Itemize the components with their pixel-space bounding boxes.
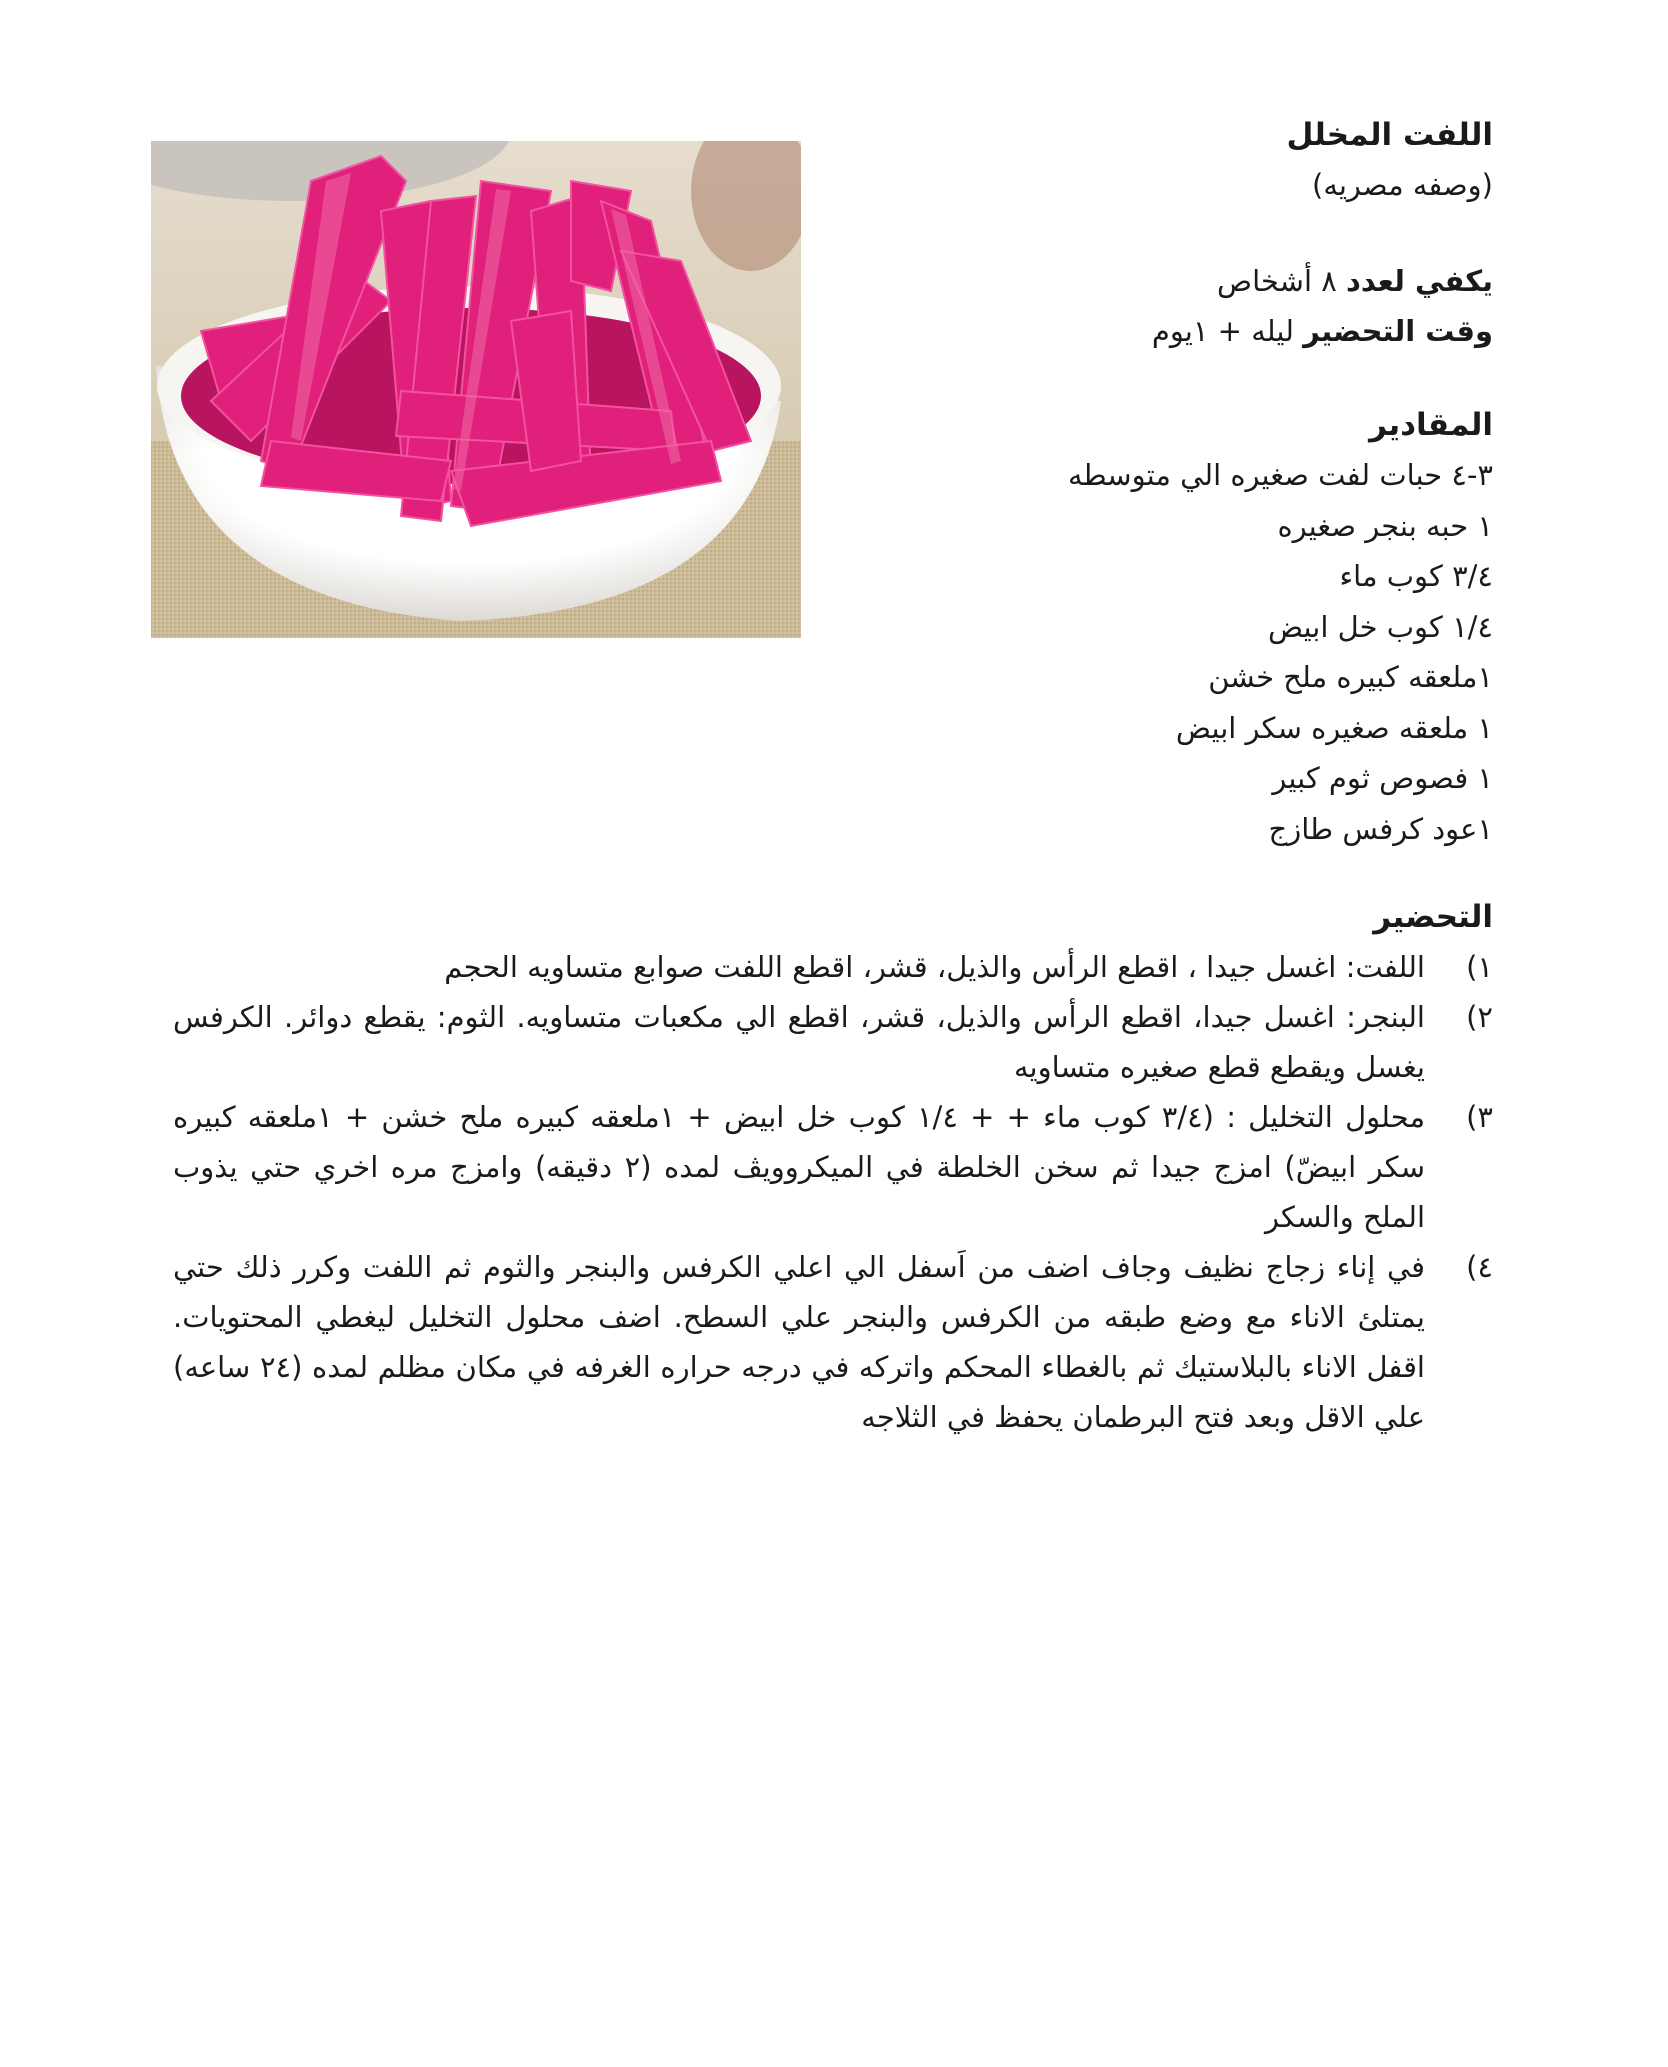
ingredients-list (1068, 450, 1493, 854)
preparation-section (173, 892, 1493, 1442)
step-text: محلول التخليل : (٣/٤ كوب ماء + + ١/٤ كوب خل ابيض + ١ملعقه كبيره ملح خشن + ١ملعقه كبيره سكر ابيضّ) امزج جيدا ثم سخن الخلطة في الميكروويڤ لمده (٢ دقيقه) وامزج مره اخري حتي يذوب الملح والسكر (173, 1100, 1425, 1234)
servings-label: يكفي لعدد (1346, 264, 1493, 298)
ingredient-item: ٣-٤ حبات لفت صغيره الي متوسطه (1067, 458, 1493, 492)
step-text: البنجر: اغسل جيدا، اقطع الرأس والذيل، قشر، اقطع الي مكعبات متساويه. الثوم: يقطع دوائر. الكرفس يغسل ويقطع قطع صغيره متساويه (173, 1000, 1425, 1084)
title-block (1286, 110, 1493, 210)
recipe-meta (1152, 256, 1493, 356)
step-number: ٤) (1466, 1250, 1493, 1284)
ingredient-item: ١ ملعقه صغيره سكر ابيض (1175, 710, 1493, 745)
prep-time-label: وقت التحضير (1303, 314, 1493, 348)
ingredient-item: ١/٤ كوب خل ابيض (1268, 609, 1493, 644)
step-number: ٢) (1466, 1000, 1493, 1034)
preparation-step (173, 1092, 1493, 1242)
servings-value: ٨ أشخاص (1217, 264, 1337, 298)
ingredient-item: ١ملعقه كبيره ملح خشن (1208, 660, 1493, 694)
ingredient-item: ١عود كرفس طازج (1268, 811, 1493, 846)
ingredients-heading: المقادير (1369, 407, 1493, 443)
step-text: اللفت: اغسل جيدا ، اقطع الرأس والذيل، قشر، اقطع اللفت صوابع متساويه الحجم (444, 950, 1425, 984)
prep-time-line (1152, 306, 1493, 356)
ingredient-item: ٣/٤ كوب ماء (1339, 559, 1493, 593)
preparation-step (173, 1242, 1493, 1442)
step-number: ١) (1466, 950, 1493, 984)
step-text: في إناء زجاج نظيف وجاف اضف من اَسفل الي اعلي الكرفس والبنجر والثوم ثم اللفت وكرر ذلك حتي يمتلئ الاناء مع وضع طبقه من الكرفس والبنجر علي السطح. اضف محلول التخليل ليغطي المحتويات. اقفل الاناء بالبلاستيك ثم بالغطاء المحكم واتركه في درجه حراره الغرفه في مكان مظلم لمده (٢٤ ساعه) علي الاقل وبعد فتح البرطمان يحفظ في الثلاجه (173, 1250, 1425, 1434)
ingredient-item: ١ حبه بنجر صغيره (1277, 508, 1493, 543)
preparation-step (173, 942, 1493, 992)
pickled-turnip-photo (151, 141, 801, 638)
servings-line (1152, 256, 1493, 306)
ingredient-item: ١ فصوص ثوم كبير (1272, 761, 1493, 795)
preparation-step (173, 992, 1493, 1092)
preparation-heading: التحضير (1373, 899, 1493, 935)
recipe-title: اللفت المخلل (1286, 117, 1493, 153)
preparation-steps (173, 942, 1493, 1442)
ingredients-section (1068, 400, 1493, 854)
step-number: ٣) (1466, 1100, 1493, 1134)
recipe-subtitle: (وصفه مصريه) (1312, 168, 1493, 202)
pickled-turnip-bowl-icon (151, 141, 801, 638)
prep-time-value: ليله + ١يوم (1151, 314, 1294, 348)
